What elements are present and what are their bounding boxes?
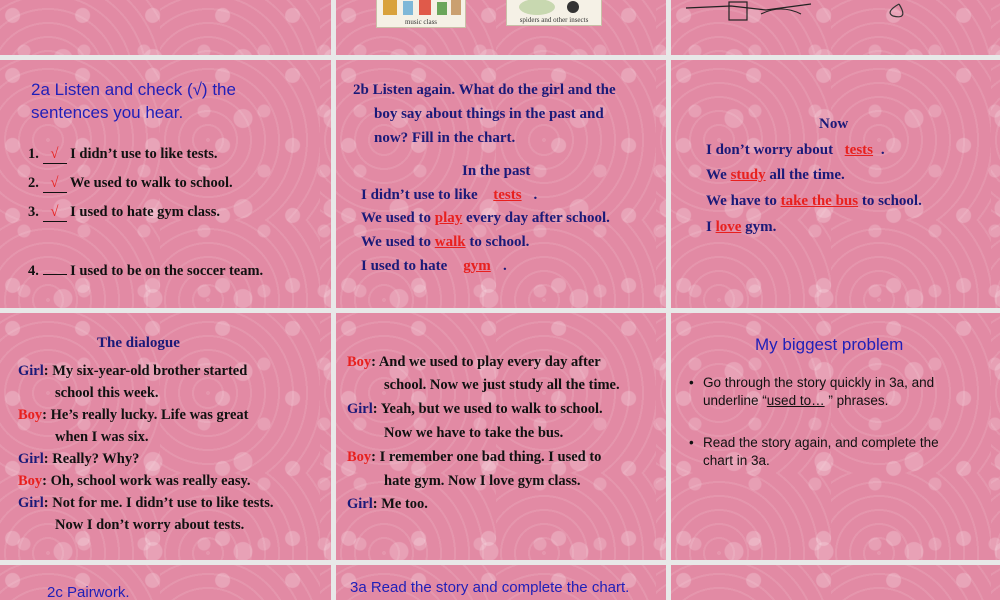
bullet-1-pre: underline “ [703, 393, 767, 408]
now-line-1-pre: I don’t worry about [706, 142, 837, 158]
line-text: Now we have to take the bus. [384, 425, 564, 441]
line-text: : Really? Why? [43, 451, 140, 467]
speaker-girl: Girl [347, 496, 373, 512]
now-line-3 [706, 193, 922, 210]
check-blank [43, 204, 67, 222]
s2b-title-line1: 2b Listen again. What do the girl and the [353, 82, 616, 98]
slide-dialogue-1 [0, 313, 331, 560]
dialogue1-line-5 [18, 451, 139, 468]
bullet-dot-2: • [689, 435, 694, 450]
slide-biggest-problem [671, 313, 1000, 560]
slide-top-right [671, 0, 1000, 55]
music-class-picture [376, 0, 466, 28]
dialogue1-line-3 [18, 407, 249, 424]
slide-bottom-right [671, 565, 1000, 600]
dialogue1-line-2 [55, 385, 159, 402]
problem-title: My biggest problem [755, 335, 904, 354]
speaker-girl: Girl [18, 451, 44, 467]
now-answer-2: study [730, 167, 766, 183]
dialogue1-line-6 [18, 473, 251, 490]
now-line-3-pre: We have to [706, 193, 781, 209]
now-line-4 [706, 219, 776, 236]
problem-bullet-2-line2: chart in 3a. [703, 453, 770, 468]
slide-top-left [0, 0, 331, 55]
music-class-illustration [377, 0, 467, 19]
item-text: We used to walk to school. [69, 175, 233, 191]
dialogue2-line-4 [384, 425, 563, 442]
now-answer-3: take the bus [780, 193, 859, 209]
bullet-1-post: ” phrases. [824, 393, 889, 408]
line-text: Now I don’t worry about tests. [55, 517, 245, 533]
dialogue1-line-8 [55, 517, 244, 534]
dialogue2-line-7 [347, 496, 428, 513]
past-line-2-pre: We used to [361, 210, 435, 226]
past-line-3 [361, 234, 529, 251]
spiders-picture [506, 0, 602, 26]
past-line-4 [361, 258, 507, 275]
line-text: : Yeah, but we used to walk to school. [372, 401, 603, 417]
item-number: 1. [28, 146, 39, 162]
past-line-1-pre: I didn’t use to like [361, 187, 482, 203]
now-line-4-post: gym. [741, 219, 777, 235]
s2a-item-3 [28, 204, 220, 222]
check-blank [43, 175, 67, 193]
speaker-boy: Boy [347, 449, 372, 465]
line-text: : Oh, school work was really easy. [42, 473, 251, 489]
bullet-dot-1: • [689, 375, 694, 390]
slide-now [671, 60, 1000, 308]
slide-dialogue-2 [336, 313, 666, 560]
past-answer-3: walk [434, 234, 466, 250]
dialogue1-line-4 [55, 429, 148, 446]
item-text: I didn’t use to like tests. [70, 146, 218, 162]
s2b-title-line3: now? Fill in the chart. [374, 130, 516, 146]
line-text: : My six-year-old brother started [43, 363, 248, 379]
dialogue2-line-5 [347, 449, 601, 466]
sketch-illustration [671, 0, 1000, 55]
past-answer-1: tests [493, 187, 522, 203]
now-line-1-post: . [880, 142, 885, 158]
s2a-title-line2: sentences you hear. [31, 103, 184, 122]
now-line-4-pre: I [706, 219, 716, 235]
past-line-2-post: every day after school. [462, 210, 610, 226]
line-text: when I was six. [55, 429, 149, 445]
check-mark: √ [50, 204, 59, 220]
spiders-illustration [507, 0, 603, 17]
past-line-1-post: . [533, 187, 538, 203]
dialogue2-line-3 [347, 401, 603, 418]
check-blank [43, 274, 67, 275]
past-answer-2: play [434, 210, 463, 226]
now-heading: Now [819, 116, 849, 132]
past-line-3-pre: We used to [361, 234, 435, 250]
s2a-item-4 [28, 263, 263, 280]
s3a-title: 3a Read the story and complete the chart. [350, 579, 630, 596]
line-text: hate gym. Now I love gym class. [384, 473, 581, 489]
now-line-1 [706, 142, 885, 159]
now-line-2-post: all the time. [765, 167, 845, 183]
now-answer-4: love [715, 219, 742, 235]
past-line-4-post: . [503, 258, 507, 274]
thumb2-caption: spiders and other insects [519, 16, 589, 24]
speaker-girl: Girl [347, 401, 373, 417]
dialogue1-line-7 [18, 495, 273, 512]
line-text: : Me too. [372, 496, 428, 512]
past-line-4-pre: I used to hate [361, 258, 452, 274]
dialogue-title: The dialogue [97, 335, 180, 351]
speaker-girl: Girl [18, 363, 44, 379]
check-mark: √ [50, 146, 59, 162]
check-blank [43, 146, 67, 164]
check-mark: √ [50, 175, 59, 191]
past-line-2 [361, 210, 610, 227]
line-text: school. Now we just study all the time. [384, 377, 620, 393]
speaker-boy: Boy [18, 473, 43, 489]
past-answer-4: gym [463, 258, 491, 274]
problem-bullet-2-line1: Read the story again, and complete the [703, 435, 939, 450]
s2c-title: 2c Pairwork. [47, 584, 130, 600]
speaker-girl: Girl [18, 495, 44, 511]
problem-bullet-1-line1: Go through the story quickly in 3a, and [703, 375, 935, 390]
now-answer-1: tests [844, 142, 873, 158]
item-number: 2. [28, 175, 39, 191]
line-text: : And we used to play every day after [371, 354, 601, 370]
item-number: 3. [28, 204, 39, 220]
s2b-title-line2: boy say about things in the past and [374, 106, 604, 122]
past-line-1 [361, 187, 537, 204]
now-line-2 [706, 167, 845, 184]
dialogue2-line-6 [384, 473, 581, 490]
dialogue1-line-1 [18, 363, 247, 380]
dialogue2-line-1 [347, 354, 601, 371]
speaker-boy: Boy [18, 407, 43, 423]
thumb1-caption: music class [404, 18, 438, 26]
s2a-title-line1: 2a Listen and check (√) the [31, 80, 236, 99]
line-text: : I remember one bad thing. I used to [371, 449, 602, 465]
item-text: I used to be on the soccer team. [70, 263, 264, 279]
s2a-item-1 [28, 146, 218, 164]
slide-2b [336, 60, 666, 308]
now-line-2-pre: We [706, 167, 731, 183]
s2a-item-2 [28, 175, 233, 193]
item-text: I used to hate gym class. [70, 204, 220, 220]
slide-2a [0, 60, 331, 308]
item-number: 4. [28, 263, 39, 279]
line-text: : Not for me. I didn’t use to like tests. [43, 495, 274, 511]
used-to-phrase: used to… [766, 393, 825, 408]
slide-3a [336, 565, 666, 600]
speaker-boy: Boy [347, 354, 372, 370]
past-line-3-post: to school. [465, 234, 530, 250]
slide-top-middle [336, 0, 666, 55]
now-line-3-post: to school. [858, 193, 922, 209]
line-text: school this week. [55, 385, 159, 401]
problem-bullet-1-line2 [703, 392, 888, 409]
dialogue2-line-2 [384, 377, 620, 394]
line-text: : He’s really lucky. Life was great [42, 407, 249, 423]
slide-2c [0, 565, 331, 600]
past-heading: In the past [462, 163, 531, 179]
